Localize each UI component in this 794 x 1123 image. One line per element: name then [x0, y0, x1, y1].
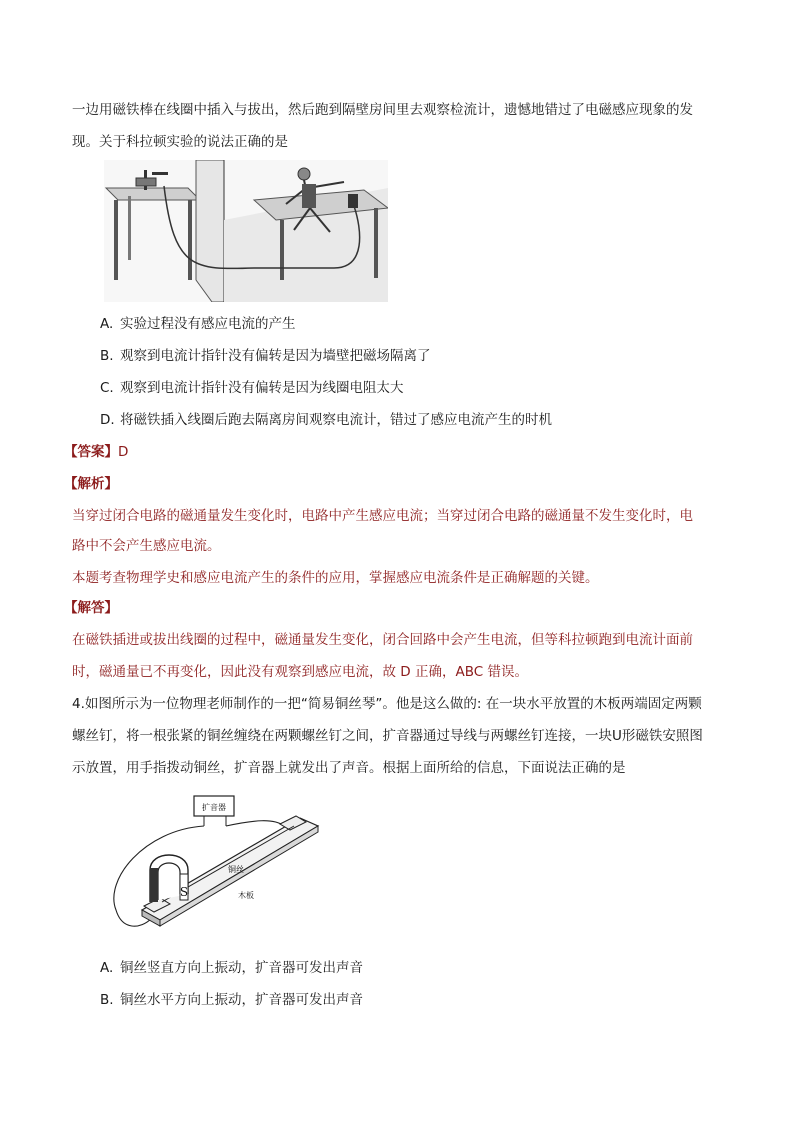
wire-label: 铜丝	[228, 865, 244, 874]
speaker-label: 扩音器	[202, 803, 226, 812]
solution-line-2: 时，磁通量已不再变化，因此没有观察到感应电流，故 D 正确，ABC 错误。	[72, 664, 528, 680]
analysis-line-3: 本题考查物理学史和感应电流产生的条件的应用，掌握感应电流条件是正确解题的关键。	[72, 570, 599, 586]
colladon-experiment-figure	[104, 160, 388, 302]
solution-line-1: 在磁铁插进或拔出线圈的过程中，磁通量发生变化，闭合回路中会产生电流，但等科拉顿跑到电流计面前	[72, 632, 693, 648]
intro-line-1: 一边用磁铁棒在线圈中插入与拔出，然后跑到隔壁房间里去观察检流计，遗憾地错过了电磁感应现象的发	[72, 102, 693, 118]
board-label: 木板	[238, 891, 254, 900]
lead-wire-right	[226, 821, 284, 826]
magnet-pole-label: S	[179, 885, 189, 899]
q4-option-a: A. 铜丝竖直方向上振动，扩音器可发出声音	[100, 960, 363, 976]
q3-option-d: D. 将磁铁插入线圈后跑去隔离房间观察电流计，错过了感应电流产生的时机	[100, 412, 552, 428]
q4-option-b: B. 铜丝水平方向上振动，扩音器可发出声音	[100, 992, 363, 1008]
q3-option-a: A. 实验过程没有感应电流的产生	[100, 316, 296, 332]
q4-line-2: 螺丝钉，将一根张紧的铜丝缠绕在两颗螺丝钉之间，扩音器通过导线与两螺丝钉连接，一块U形磁铁安照图	[72, 728, 703, 744]
answer-value: D	[118, 444, 129, 460]
q3-answer	[64, 442, 724, 462]
analysis-line-2: 路中不会产生感应电流。	[72, 538, 221, 554]
copper-guitar-figure	[104, 790, 334, 940]
analysis-line-1: 当穿过闭合电路的磁通量发生变化时，电路中产生感应电流；当穿过闭合电路的磁通量不发生变化时，电	[72, 508, 693, 524]
answer-label: 【答案】	[64, 444, 118, 460]
q3-option-c: C. 观察到电流计指针没有偏转是因为线圈电阻太大	[100, 380, 404, 396]
intro-line-2: 现。关于科拉顿实验的说法正确的是	[72, 134, 288, 150]
solution-label: 【解答】	[64, 600, 118, 616]
q4-line-1: 4.如图所示为一位物理老师制作的一把“简易铜丝琴”。他是这么做的: 在一块水平放置的木板两端固定两颗	[72, 696, 702, 712]
analysis-label: 【解析】	[64, 476, 118, 492]
q3-option-b: B. 观察到电流计指针没有偏转是因为墙壁把磁场隔离了	[100, 348, 431, 364]
q4-line-3: 示放置，用手指拨动铜丝，扩音器上就发出了声音。根据上面所给的信息，下面说法正确的是	[72, 760, 626, 776]
